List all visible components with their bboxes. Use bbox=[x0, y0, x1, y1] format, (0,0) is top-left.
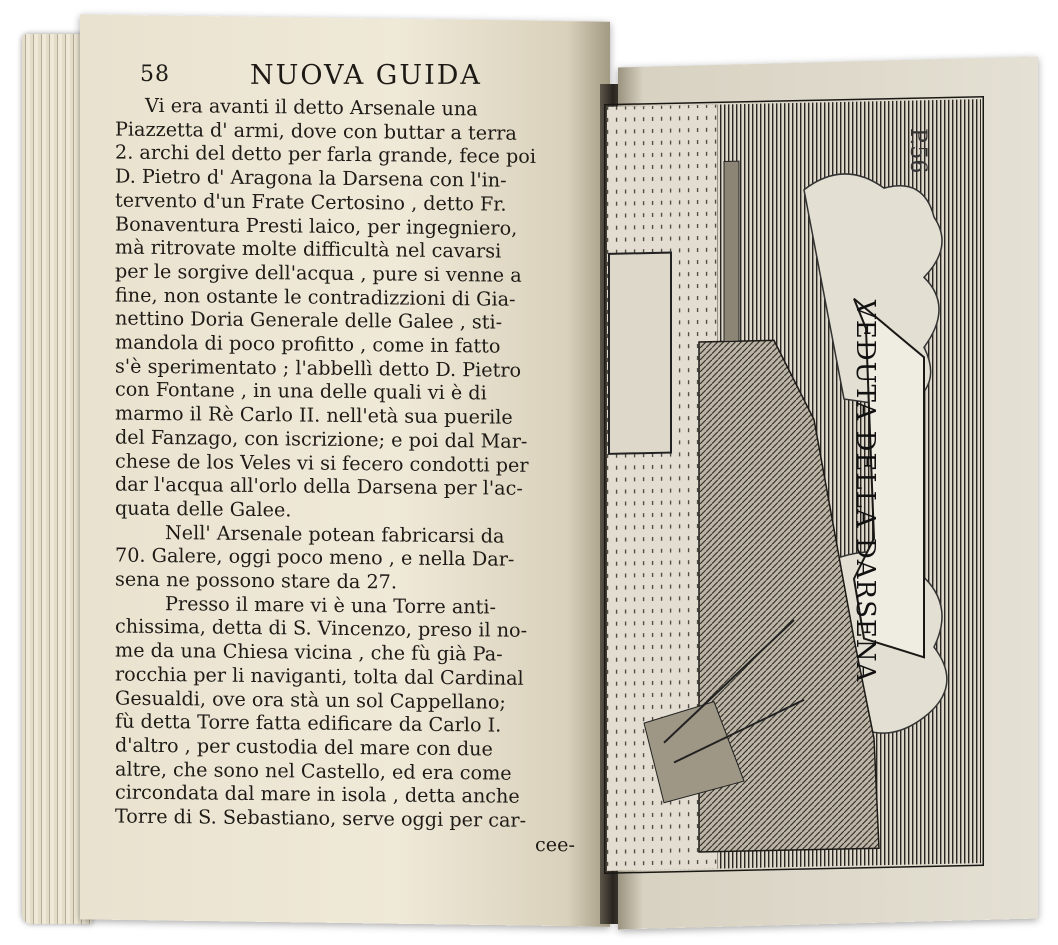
text-line: Presso il mare vi è una Torre anti- bbox=[165, 591, 496, 619]
text-line: tervento d'un Frate Certosino , detto Fr. bbox=[115, 188, 507, 216]
text-line: Gesualdi, ove ora stà un sol Cappellano; bbox=[115, 686, 506, 714]
running-head bbox=[140, 60, 580, 96]
plate-caption: VEDUTA DELLA DARSENA bbox=[850, 300, 880, 683]
text-line: 2. archi del detto per farla grande, fece poi bbox=[115, 140, 536, 169]
text-line: Bonaventura Presti laico, per ingegniero, bbox=[115, 212, 518, 240]
text-line: sena ne possono stare da 27. bbox=[115, 567, 397, 594]
text-line: con Fontane , in una delle quali vi è di bbox=[115, 377, 487, 405]
text-line: chissima, detta di S. Vincenzo, preso il no- bbox=[115, 615, 528, 643]
text-line: quata delle Galee. bbox=[115, 496, 292, 522]
text-line: circondata dal mare in isola , detta anche bbox=[115, 780, 520, 809]
text-line: altre, che sono nel Castello, ed era come bbox=[115, 757, 512, 785]
text-line: s'è sperimentato ; l'abbellì detto D. Pietro bbox=[115, 354, 522, 382]
text-line: mà ritrovate molte difficultà nel cavarsi bbox=[115, 235, 502, 263]
plate-number: P.56 bbox=[905, 128, 930, 174]
text-line: del Fanzago, con iscrizione; e poi dal Mar- bbox=[115, 425, 528, 453]
text-line: d'altro , per custodia del mare con due bbox=[115, 733, 493, 761]
text-line: D. Pietro d' Aragona la Darsena con l'in- bbox=[115, 164, 507, 192]
text-line: Piazzetta d' armi, dove con buttar a terra bbox=[115, 117, 517, 145]
engraving-plate bbox=[604, 96, 984, 874]
text-line: chese de los Veles vi si fecero condotti per bbox=[115, 449, 529, 477]
text-line: Nell' Arsenale potean fabricarsi da bbox=[165, 520, 505, 548]
text-line: per le sorgive dell'acqua , pure si venne a bbox=[115, 259, 522, 287]
inset-frame bbox=[609, 253, 671, 454]
text-line: fine, non ostante le contradizzioni di Gia- bbox=[115, 283, 516, 311]
text-line: cee- bbox=[535, 832, 575, 857]
text-line: 70. Galere, oggi poco meno , e nella Dar- bbox=[115, 543, 515, 572]
text-line: rocchia per li naviganti, tolta dal Cardinal bbox=[115, 662, 524, 690]
text-line: me da una Chiesa vicina , che fù già Pa- bbox=[115, 638, 503, 666]
tower bbox=[724, 161, 739, 341]
text-line: dar l'acqua all'orlo della Darsena per l'ac- bbox=[115, 472, 523, 501]
text-line: marmo il Rè Carlo II. nell'età sua puerile bbox=[115, 401, 513, 429]
text-line: fù detta Torre fatta edificare da Carlo I. bbox=[115, 709, 502, 737]
harbor-engraving bbox=[604, 96, 984, 874]
text-line: Torre di S. Sebastiano, serve oggi per car- bbox=[115, 804, 527, 832]
running-head-title: NUOVA GUIDA bbox=[250, 60, 482, 91]
text-line: nettino Doria Generale delle Galee , sti- bbox=[115, 306, 503, 334]
page-number: 58 bbox=[140, 62, 170, 87]
text-line: Vi era avanti il detto Arsenale una bbox=[145, 93, 478, 121]
body-text bbox=[115, 94, 585, 857]
text-line: mandola di poco profitto , come in fatto bbox=[115, 330, 501, 358]
